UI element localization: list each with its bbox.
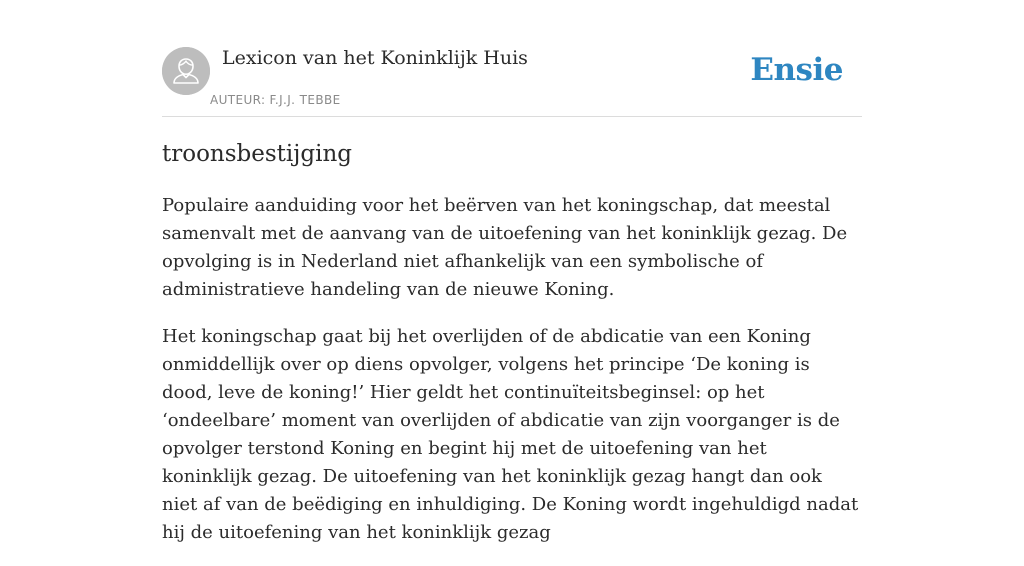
entry-body	[162, 192, 862, 566]
article-header	[162, 0, 862, 117]
author-label: AUTEUR:	[210, 93, 266, 107]
brand-logo[interactable]: Ensie	[750, 52, 843, 88]
author-name-link[interactable]: F.J.J. TEBBE	[269, 93, 341, 107]
entry-title: troonsbestijging	[162, 141, 353, 167]
user-icon	[162, 47, 210, 95]
entry-paragraph: Populaire aanduiding voor het beërven van het koningschap, dat meestal samenvalt met de aanvang van de uitoefening van het koninklijk gezag. De opvolging is in Nederland niet afhankelijk van een symbolische of administratieve handeling van de nieuwe Koning.	[162, 195, 848, 300]
article-page	[162, 0, 862, 543]
author-avatar[interactable]	[162, 47, 210, 95]
author-byline	[210, 93, 341, 108]
entry-paragraph: Het koningschap gaat bij het overlijden of de abdicatie van een Koning onmiddellijk over op diens opvolger, volgens het principe ‘De koning is dood, leve de koning!’ Hier geldt het continuïteitsbeginsel: op het ‘ondeelbare’ moment van overlijden of abdicatie van zijn voorganger is de opvolger terstond Koning en begint hij met de uitoefening van het koninklijk gezag. De uitoefening van het koninklijk gezag hangt dan ook niet af van de beëdiging en inhuldiging. De Koning wordt ingehuldigd nadat hij de uitoefening van het koninklijk gezag	[162, 326, 859, 543]
book-title-link[interactable]: Lexicon van het Koninklijk Huis	[222, 47, 528, 69]
